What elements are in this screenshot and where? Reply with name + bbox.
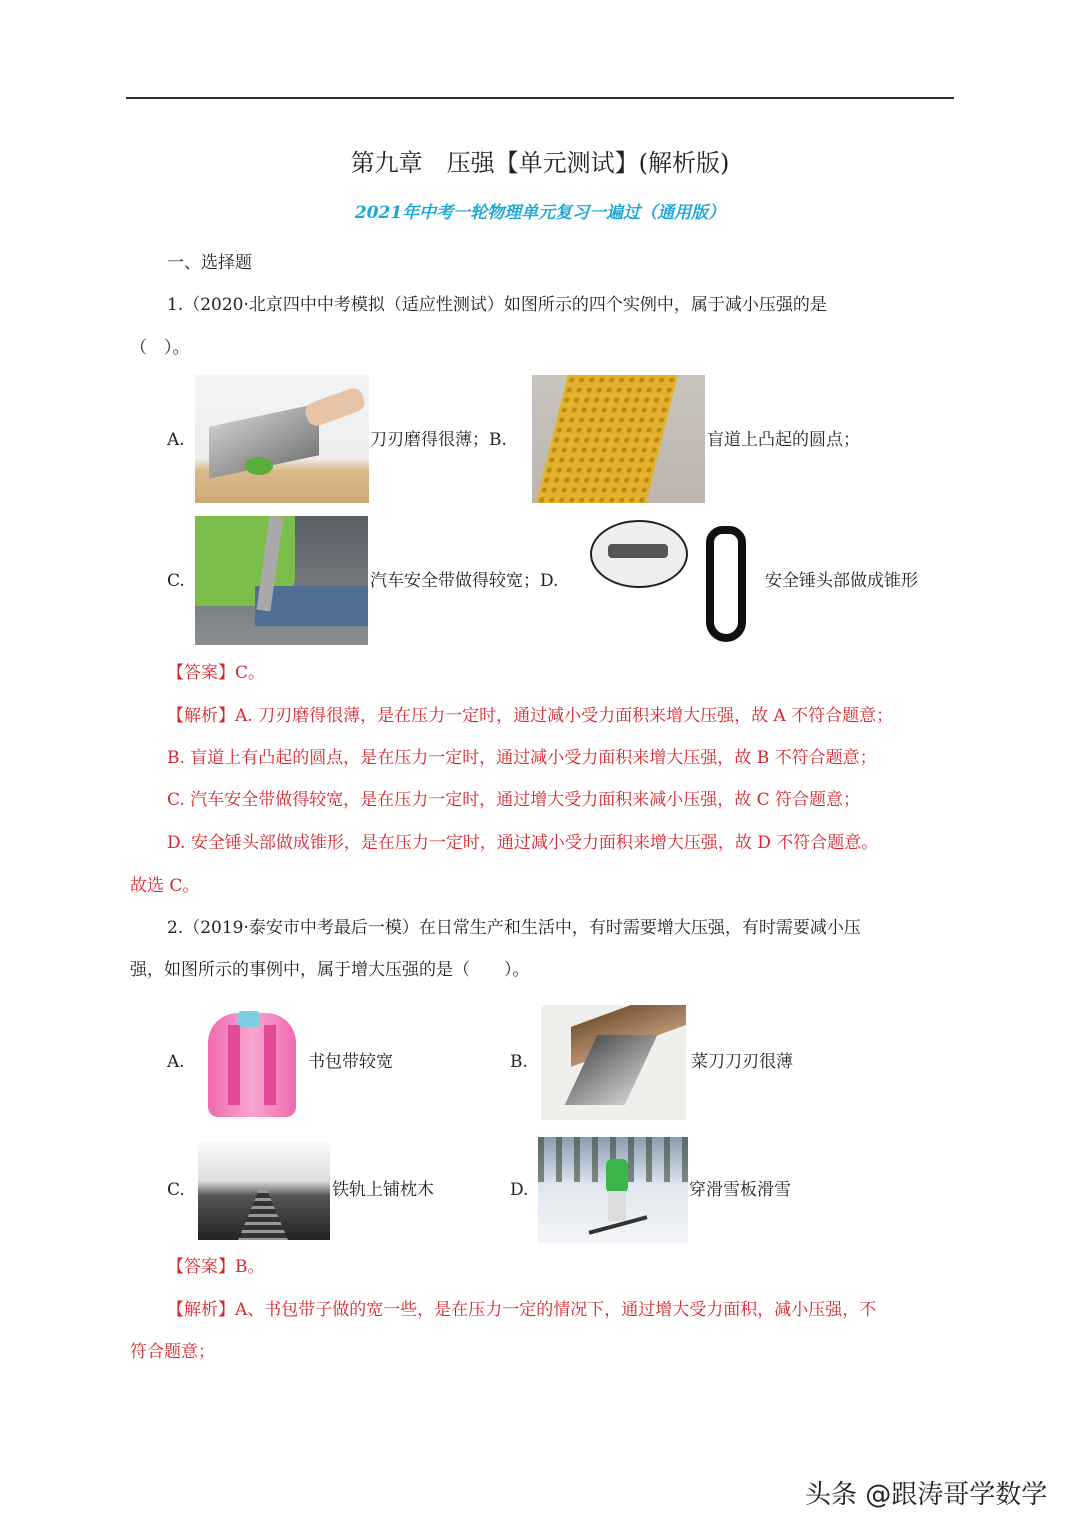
q2-stem: 2.（2019·泰安市中考最后一模）在日常生产和生活中，有时需要增大压强，有时需要减小压 [167, 918, 861, 938]
page-subtitle: 2021年中考一轮物理单元复习一遍过（通用版） [354, 203, 726, 223]
q1-answer: 【答案】C。 [167, 663, 266, 683]
header-rule [126, 97, 954, 99]
cleaver-image [541, 1005, 686, 1120]
q1-stem-cont: （ ）。 [130, 338, 190, 358]
q1-analysis-line: C. 汽车安全带做得较宽，是在压力一定时，通过增大受力面积来减小压强，故 C 符合题意； [167, 790, 861, 810]
skiing-image [538, 1137, 688, 1243]
q2-option-b-letter: B. [510, 1052, 528, 1072]
q2-stem-cont: 强，如图所示的事例中，属于增大压强的是（ ）。 [130, 960, 530, 980]
q2-answer: 【答案】B。 [167, 1257, 265, 1277]
q1-option-d-caption: 安全锤头部做成锥形 [765, 571, 918, 591]
q1-option-b-caption: 盲道上凸起的圆点； [707, 430, 860, 450]
q2-option-b-caption: 菜刀刀刃很薄 [691, 1052, 793, 1072]
q1-option-c-caption: 汽车安全带做得较宽；D. [370, 571, 559, 591]
q2-option-d-caption: 穿滑雪板滑雪 [689, 1180, 791, 1200]
watermark: 头条 @跟涛哥学数学 [805, 1480, 1048, 1510]
q1-analysis-line: B. 盲道上有凸起的圆点，是在压力一定时，通过减小受力面积来增大压强，故 B 不符合题意； [167, 748, 877, 768]
q2-option-c-caption: 铁轨上铺枕木 [332, 1180, 434, 1200]
q2-option-d-letter: D. [510, 1180, 529, 1200]
q2-option-c-letter: C. [167, 1180, 185, 1200]
q1-analysis-line: D. 安全锤头部做成锥形，是在压力一定时，通过减小受力面积来增大压强，故 D 不符合题意。 [167, 833, 879, 853]
backpack-image [198, 1005, 305, 1118]
tactile-paving-image [532, 375, 705, 503]
q1-option-c-letter: C. [167, 571, 185, 591]
q2-analysis-line: 符合题意； [130, 1342, 215, 1362]
q1-analysis-line: 【解析】A. 刀刃磨得很薄，是在压力一定时，通过减小受力面积来增大压强，故 A 不符合题意； [167, 706, 894, 726]
q1-option-a-letter: A. [167, 430, 185, 450]
seatbelt-image [195, 516, 368, 645]
q1-option-a-caption: 刀刃磨得很薄；B. [370, 430, 507, 450]
page-title: 第九章 压强【单元测试】(解析版) [350, 149, 730, 177]
q2-option-a-letter: A. [167, 1052, 185, 1072]
safety-hammer-image [588, 516, 760, 645]
knife-image [195, 375, 369, 503]
q1-stem: 1.（2020·北京四中中考模拟（适应性测试）如图所示的四个实例中，属于减小压强的是 [167, 295, 827, 315]
q2-option-a-caption: 书包带较宽 [308, 1052, 393, 1072]
q1-analysis-line: 故选 C。 [130, 876, 200, 896]
section-heading: 一、选择题 [167, 253, 252, 273]
railway-image [198, 1142, 330, 1240]
q2-analysis-line: 【解析】A、书包带子做的宽一些，是在压力一定的情况下，通过增大受力面积，减小压强，不 [167, 1300, 877, 1320]
